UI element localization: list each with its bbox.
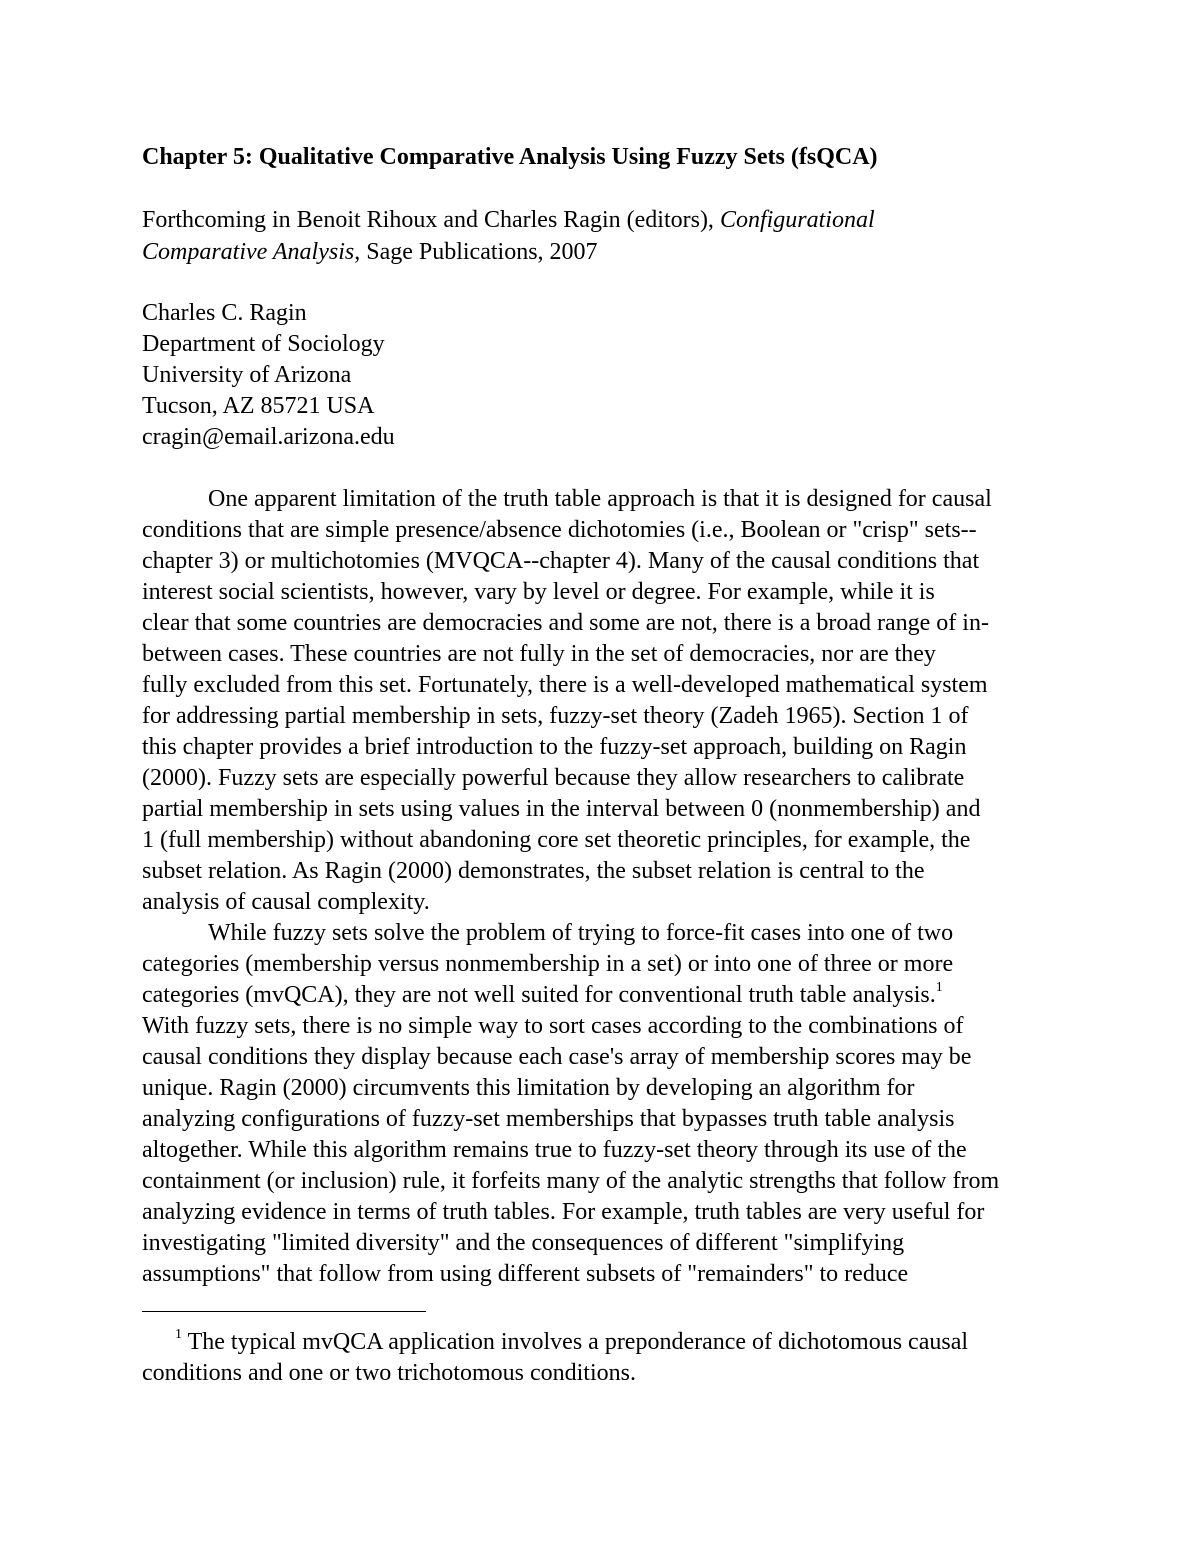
chapter-title: Chapter 5: Qualitative Comparative Analysis Using Fuzzy Sets (fsQCA) bbox=[142, 144, 878, 170]
body-line: One apparent limitation of the truth table approach is that it is designed for causal bbox=[208, 486, 992, 512]
body-line: While fuzzy sets solve the problem of trying to force-fit cases into one of two bbox=[208, 920, 954, 946]
body-line: fully excluded from this set. Fortunately, there is a well-developed mathematical system bbox=[142, 672, 988, 698]
author-university: University of Arizona bbox=[142, 362, 352, 388]
author-department: Department of Sociology bbox=[142, 331, 385, 357]
footnote-line-2: conditions and one or two trichotomous conditions. bbox=[142, 1360, 636, 1386]
citation-line-2 bbox=[142, 236, 1062, 268]
author-address: Tucson, AZ 85721 USA bbox=[142, 393, 375, 419]
citation-text: Forthcoming in Benoit Rihoux and Charles Ragin (editors), bbox=[142, 207, 720, 233]
body-line-text: categories (mvQCA), they are not well suited for conventional truth table analysis. bbox=[142, 982, 936, 1008]
body-line: for addressing partial membership in sets, fuzzy-set theory (Zadeh 1965). Section 1 of bbox=[142, 703, 969, 729]
citation-publisher: , Sage Publications, 2007 bbox=[354, 239, 598, 265]
body-line: partial membership in sets using values in the interval between 0 (nonmembership) and bbox=[142, 796, 981, 822]
citation-book-title-part-1: Configurational bbox=[719, 207, 875, 233]
body-line: analysis of causal complexity. bbox=[142, 889, 430, 915]
body-line-with-footnote-ref bbox=[142, 979, 1062, 1011]
footnote-text: The typical mvQCA application involves a preponderance of dichotomous causal bbox=[182, 1329, 969, 1355]
body-line: chapter 3) or multichotomies (MVQCA--chapter 4). Many of the causal conditions that bbox=[142, 548, 980, 574]
body-line: between cases. These countries are not fully in the set of democracies, nor are they bbox=[142, 641, 936, 667]
body-line: containment (or inclusion) rule, it forfeits many of the analytic strengths that follow from bbox=[142, 1168, 1000, 1194]
author-name: Charles C. Ragin bbox=[142, 300, 307, 326]
body-line: With fuzzy sets, there is no simple way to sort cases according to the combinations of bbox=[142, 1013, 964, 1039]
footnote-separator bbox=[142, 1311, 426, 1312]
footnote-marker: 1 bbox=[175, 1327, 182, 1342]
body-line: altogether. While this algorithm remains true to fuzzy-set theory through its use of the bbox=[142, 1137, 967, 1163]
body-line: interest social scientists, however, vary by level or degree. For example, while it is bbox=[142, 579, 935, 605]
body-line: conditions that are simple presence/absence dichotomies (i.e., Boolean or "crisp" sets-- bbox=[142, 517, 977, 543]
body-line: this chapter provides a brief introduction to the fuzzy-set approach, building on Ragin bbox=[142, 734, 967, 760]
body-line: subset relation. As Ragin (2000) demonstrates, the subset relation is central to the bbox=[142, 858, 925, 884]
footnote-line-1 bbox=[175, 1326, 1095, 1358]
author-email: cragin@email.arizona.edu bbox=[142, 424, 395, 450]
footnote-reference[interactable]: 1 bbox=[935, 980, 943, 995]
body-line: investigating "limited diversity" and the consequences of different "simplifying bbox=[142, 1230, 905, 1256]
body-line: (2000). Fuzzy sets are especially powerful because they allow researchers to calibrate bbox=[142, 765, 965, 791]
citation-book-title-part-2: Comparative Analysis bbox=[142, 239, 355, 265]
body-line: 1 (full membership) without abandoning core set theoretic principles, for example, the bbox=[142, 827, 971, 853]
body-line: analyzing evidence in terms of truth tables. For example, truth tables are very useful for bbox=[142, 1199, 985, 1225]
body-line: categories (membership versus nonmembership in a set) or into one of three or more bbox=[142, 951, 954, 977]
body-line: analyzing configurations of fuzzy-set memberships that bypasses truth table analysis bbox=[142, 1106, 955, 1132]
body-line: causal conditions they display because each case's array of membership scores may be bbox=[142, 1044, 972, 1070]
citation-line-1 bbox=[142, 204, 1062, 236]
body-line: unique. Ragin (2000) circumvents this limitation by developing an algorithm for bbox=[142, 1075, 915, 1101]
body-line: clear that some countries are democracies and some are not, there is a broad range of in- bbox=[142, 610, 989, 636]
body-line: assumptions" that follow from using different subsets of "remainders" to reduce bbox=[142, 1261, 909, 1287]
